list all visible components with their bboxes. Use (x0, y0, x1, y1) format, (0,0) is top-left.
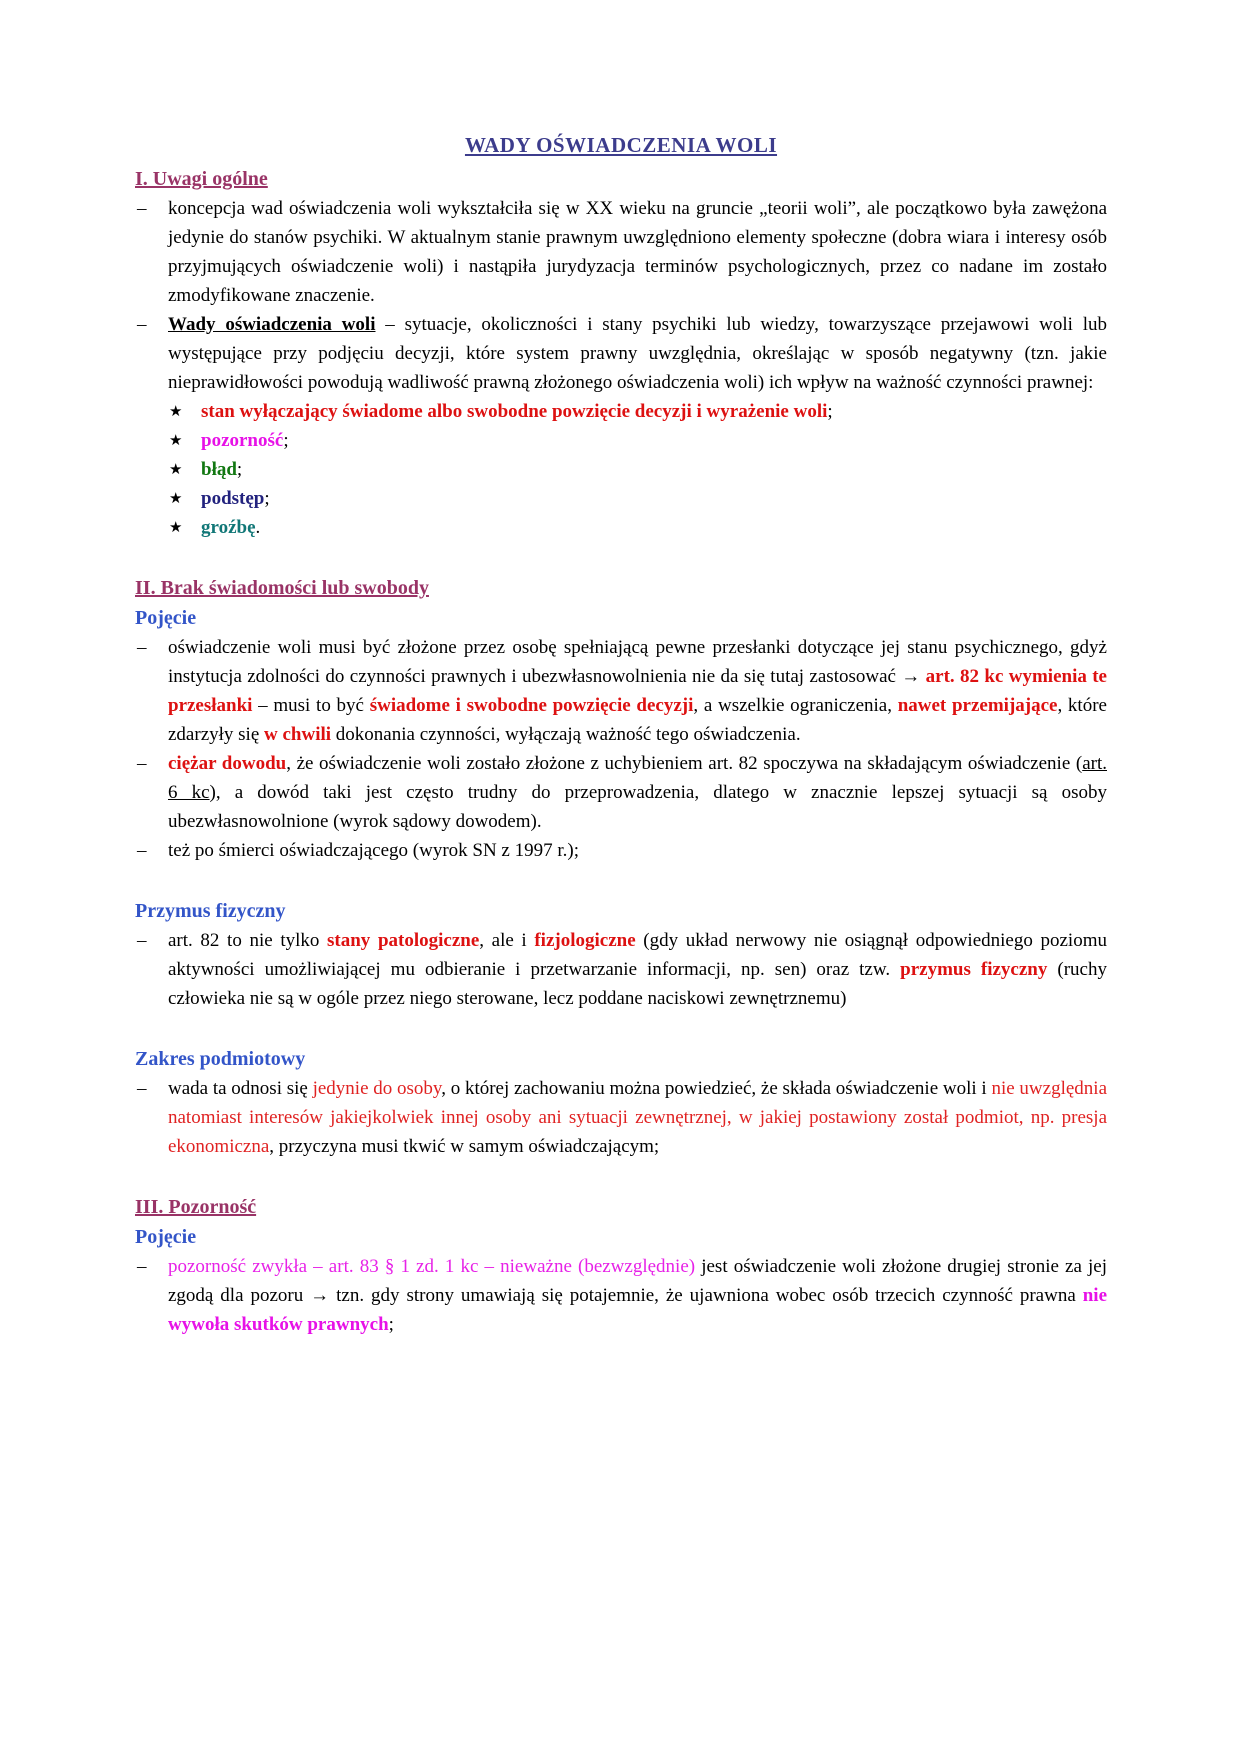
text-run: ; (236, 459, 243, 480)
star-bullet-icon: ★ (169, 460, 183, 478)
blank-line (135, 1013, 1107, 1044)
blank-line (135, 542, 1107, 573)
bullet-paragraph (135, 633, 1107, 749)
text-run: , a wszelkie ograniczenia, (693, 695, 898, 716)
text-run: Przymus fizyczny (135, 900, 286, 922)
text-run: , które zdarzyły się (168, 695, 1107, 745)
star-bullet-icon: ★ (169, 431, 183, 449)
sub-heading (135, 1222, 1107, 1252)
dash-bullet-marker: – (137, 1256, 147, 1277)
text-run: ; (283, 430, 289, 451)
text-run: błąd (201, 459, 237, 480)
text-run: (gdy układ nerwowy nie osiągnął odpowiedniego poziomu aktywności umożliwiającej mu odbieranie i przetwarzanie informacji, np. sen) oraz tzw. (168, 930, 1107, 980)
text-run: ; (264, 488, 270, 509)
text-run: dokonania czynności, wyłączają ważność tego oświadczenia. (331, 724, 801, 745)
text-run: jest oświadczenie woli złożone drugiej stronie za jej zgodą dla pozoru → tzn. gdy strony umawiają się potajemnie, że ujawniona wobec osób trzecich czynność prawna (168, 1256, 1107, 1306)
text-run: , przyczyna musi tkwić w samym oświadczającym; (269, 1136, 660, 1157)
bullet-paragraph (135, 836, 1107, 865)
text-run: wada ta odnosi się (168, 1078, 313, 1099)
bullet-paragraph (135, 749, 1107, 836)
text-run: , że oświadczenie woli zostało złożone z uchybieniem art. 82 spoczywa na składającym oświadczenie ( (286, 753, 1083, 774)
section-heading (135, 1192, 1107, 1222)
bullet-paragraph (135, 926, 1107, 1013)
text-run: pozorność (201, 430, 284, 451)
dash-bullet-marker: – (137, 314, 147, 335)
bullet-paragraph (135, 1074, 1107, 1161)
text-run: art. 82 kc wymienia te przesłanki (168, 666, 1107, 716)
text-run: nie wywoła skutków prawnych (168, 1285, 1107, 1335)
text-run: – musi to być (252, 695, 370, 716)
star-list-item (135, 426, 1107, 455)
text-run: koncepcja wad oświadczenia woli wykształciła się w XX wieku na gruncie „teorii woli”, ale początkowo była zawężona jedynie do stanów psychiki. W aktualnym stanie prawnym uwzględniono elementy społeczne (dobra wiara i interesy osób przyjmujących oświadczenie woli) i nastąpiła jurydyzacja terminów psychologicznych, przez co nadane im zostało zmodyfikowane znaczenie. (168, 198, 1107, 306)
text-run: podstęp (201, 488, 265, 509)
dash-bullet-marker: – (137, 930, 147, 951)
text-run: pozorność zwykła – art. 83 § 1 zd. 1 kc – nieważne (bezwzględnie) (168, 1256, 696, 1277)
dash-bullet-marker: – (137, 840, 147, 861)
text-run: I. Uwagi ogólne (135, 168, 268, 190)
text-run: ), a dowód taki jest często trudny do przeprowadzenia, dlatego w znacznie lepszej sytuacji są osoby ubezwłasnowolnione (wyrok sądowy dowodem). (168, 782, 1107, 832)
star-list-item (135, 397, 1107, 426)
dash-bullet-marker: – (137, 637, 147, 658)
bullet-paragraph (135, 310, 1107, 397)
text-run: Wady oświadczenia woli (168, 314, 376, 335)
bullet-paragraph (135, 1252, 1107, 1339)
text-run: oświadczenie woli musi być złożone przez osobę spełniającą pewne przesłanki dotyczące jej stanu psychicznego, gdyż instytucja zdolności do czynności prawnych i ubezwłasnowolnienia nie da się tutaj zastosować → (168, 637, 1107, 687)
text-run: , o której zachowaniu można powiedzieć, że składa oświadczenie woli i (441, 1078, 992, 1099)
sub-heading (135, 896, 1107, 926)
dash-bullet-marker: – (137, 1078, 147, 1099)
star-list-item (135, 513, 1107, 542)
text-run: , ale i (479, 930, 535, 951)
blank-line (135, 865, 1107, 896)
star-bullet-icon: ★ (169, 402, 183, 420)
text-run: nie uwzględnia natomiast interesów jakiejkolwiek innej osoby ani sytuacji zewnętrznej, w jakiej postawiony został podmiot, np. presja ekonomiczna (168, 1078, 1108, 1157)
text-run: przymus fizyczny (900, 959, 1048, 980)
text-run: III. Pozorność (135, 1196, 257, 1218)
text-run: art. 6 kc (168, 753, 1107, 803)
text-run: (ruchy człowieka nie są w ogóle przez niego sterowane, lecz poddane naciskowi zewnętrznemu) (168, 959, 1107, 1009)
text-run: ; (827, 401, 833, 422)
text-run: fizjologiczne (534, 930, 636, 951)
text-run: ciężar dowodu (168, 753, 287, 774)
text-run: nawet przemijające (897, 695, 1058, 716)
text-run: stan wyłączający świadome albo swobodne powzięcie decyzji i wyrażenie woli (201, 401, 828, 422)
bullet-paragraph (135, 194, 1107, 310)
text-run: świadome i swobodne powzięcie decyzji (369, 695, 694, 716)
star-bullet-icon: ★ (169, 489, 183, 507)
text-run: Zakres podmiotowy (135, 1048, 306, 1070)
text-run: jedynie do osoby (312, 1078, 442, 1099)
text-run: – sytuacje, okoliczności i stany psychiki lub wiedzy, towarzyszące przejawowi woli lub występujące przy podjęciu decyzji, które system prawny uwzględnia, określając w sposób negatywny (tzn. jakie nieprawidłowości powodują wadliwość prawną złożonego oświadczenia woli) ich wpływ na ważność czynności prawnej: (168, 314, 1108, 393)
text-run: . (255, 517, 261, 538)
section-heading (135, 164, 1107, 194)
text-run: w chwili (264, 724, 332, 745)
text-run: groźbę (201, 517, 256, 538)
star-list-item (135, 455, 1107, 484)
star-bullet-icon: ★ (169, 518, 183, 536)
text-run: art. 82 to nie tylko (168, 930, 328, 951)
document-body (135, 164, 1107, 1339)
text-run: ; (388, 1314, 394, 1335)
text-run: Pojęcie (135, 1226, 197, 1248)
blank-line (135, 1161, 1107, 1192)
document-title: WADY OŚWIADCZENIA WOLI (464, 133, 778, 157)
sub-heading (135, 603, 1107, 633)
dash-bullet-marker: – (137, 198, 147, 219)
star-list-item (135, 484, 1107, 513)
dash-bullet-marker: – (137, 753, 147, 774)
text-run: też po śmierci oświadczającego (wyrok SN z 1997 r.); (168, 840, 580, 861)
text-run: stany patologiczne (327, 930, 480, 951)
text-run: II. Brak świadomości lub swobody (135, 577, 429, 599)
text-run: Pojęcie (135, 607, 197, 629)
section-heading (135, 573, 1107, 603)
sub-heading (135, 1044, 1107, 1074)
